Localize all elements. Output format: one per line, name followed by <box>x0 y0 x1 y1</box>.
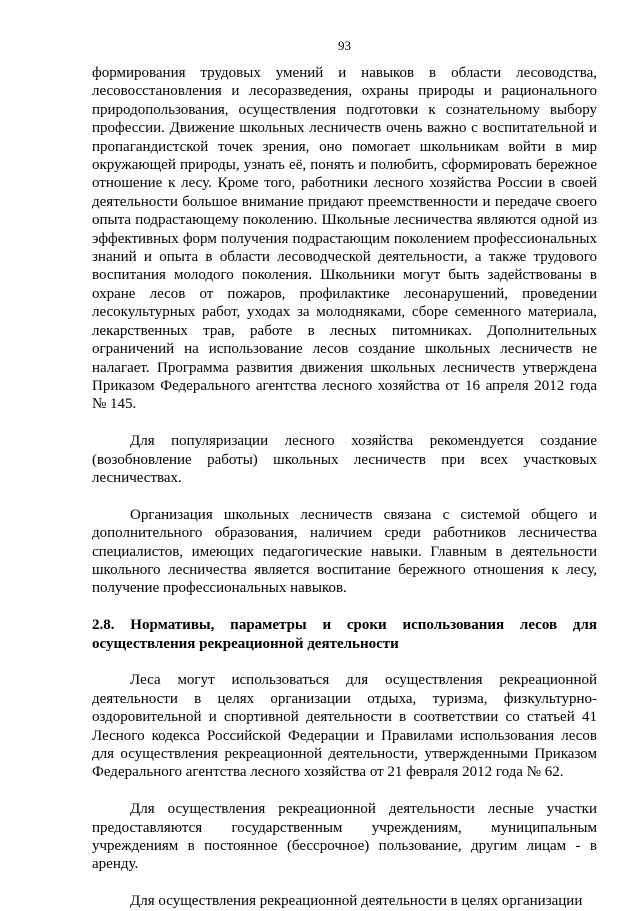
paragraph-organization: Организация школьных лесничеств связана с системой общего и дополнительного образования, наличием среди работников лесничества специалистов, имеющих педагогические навыки. Главным в деятельности школьного лесничества является воспитание бережного отношения к лесу, получение профессиональных навыков. <box>92 506 597 597</box>
paragraph-gap <box>92 782 597 800</box>
paragraph-recreation-purpose: Для осуществления рекреационной деятельности в целях организации <box>130 893 583 910</box>
paragraph-land-provision: Для осуществления рекреационной деятельности лесные участки предоставляются государственным учреждениям, муниципальным учреждениям в постоянное (бессрочное) пользование, другим лицам - в аренду. <box>92 801 597 873</box>
paragraph-gap <box>92 653 597 671</box>
page-number: 93 <box>338 38 351 53</box>
section-heading: 2.8. Нормативы, параметры и сроки использования лесов для осуществления рекреационной деятельности <box>92 617 597 652</box>
paragraph-school-forestries-continued: формирования трудовых умений и навыков в области лесоводства, лесовосстановления и лесоразведения, охраны природы и рационального природопользования, осуществления подготовки к сознательному выбору профессии. Движение школьных лесничеств очень важно с воспитательной и пропагандистской точек зрения, оно помогает школьникам войти в мир окружающей природы, узнать её, понять и полюбить, сформировать бережное отношение к лесу. Кроме того, работники лесного хозяйства России в своей деятельности большое внимание придают преемственности и передаче своего опыта подрастающему поколению. Школьные лесничества являются одной из эффективных форм получения подрастающим поколением профессиональных знаний и опыта в области лесоводческой деятельности, а также трудового воспитания молодого поколения. Школьники могут быть задействованы в охране лесов от пожаров, профилактике лесонарушений, проведении лесокультурных работ, уходах за молодняками, сборе семенного материала, лекарственных трав, работе в лесных питомниках. Дополнительных ограничений на использование лесов создание школьных лесничеств не налагает. Программа развития движения школьных лесничеств утверждена Приказом Федерального агентства лесного хозяйства от 16 апреля 2012 года № 145. <box>92 65 597 413</box>
paragraph-recreation-use: Леса могут использоваться для осуществления рекреационной деятельности в целях организации отдыха, туризма, физкультурно-оздоровительной и спортивной деятельности в соответствии со статьей 41 Лесного кодекса Российской Федерации и Правилами использования лесов для осуществления рекреационной деятельности, утвержденными Приказом Федерального агентства лесного хозяйства от 21 февраля 2012 года № 62. <box>92 672 597 781</box>
paragraph-gap <box>92 874 597 892</box>
paragraph-gap <box>92 414 597 432</box>
page-content <box>92 64 597 911</box>
paragraph-gap <box>92 598 597 616</box>
paragraph-popularization: Для популяризации лесного хозяйства рекомендуется создание (возобновление работы) школьных лесничеств при всех участковых лесничествах. <box>92 433 597 486</box>
paragraph-gap <box>92 487 597 505</box>
